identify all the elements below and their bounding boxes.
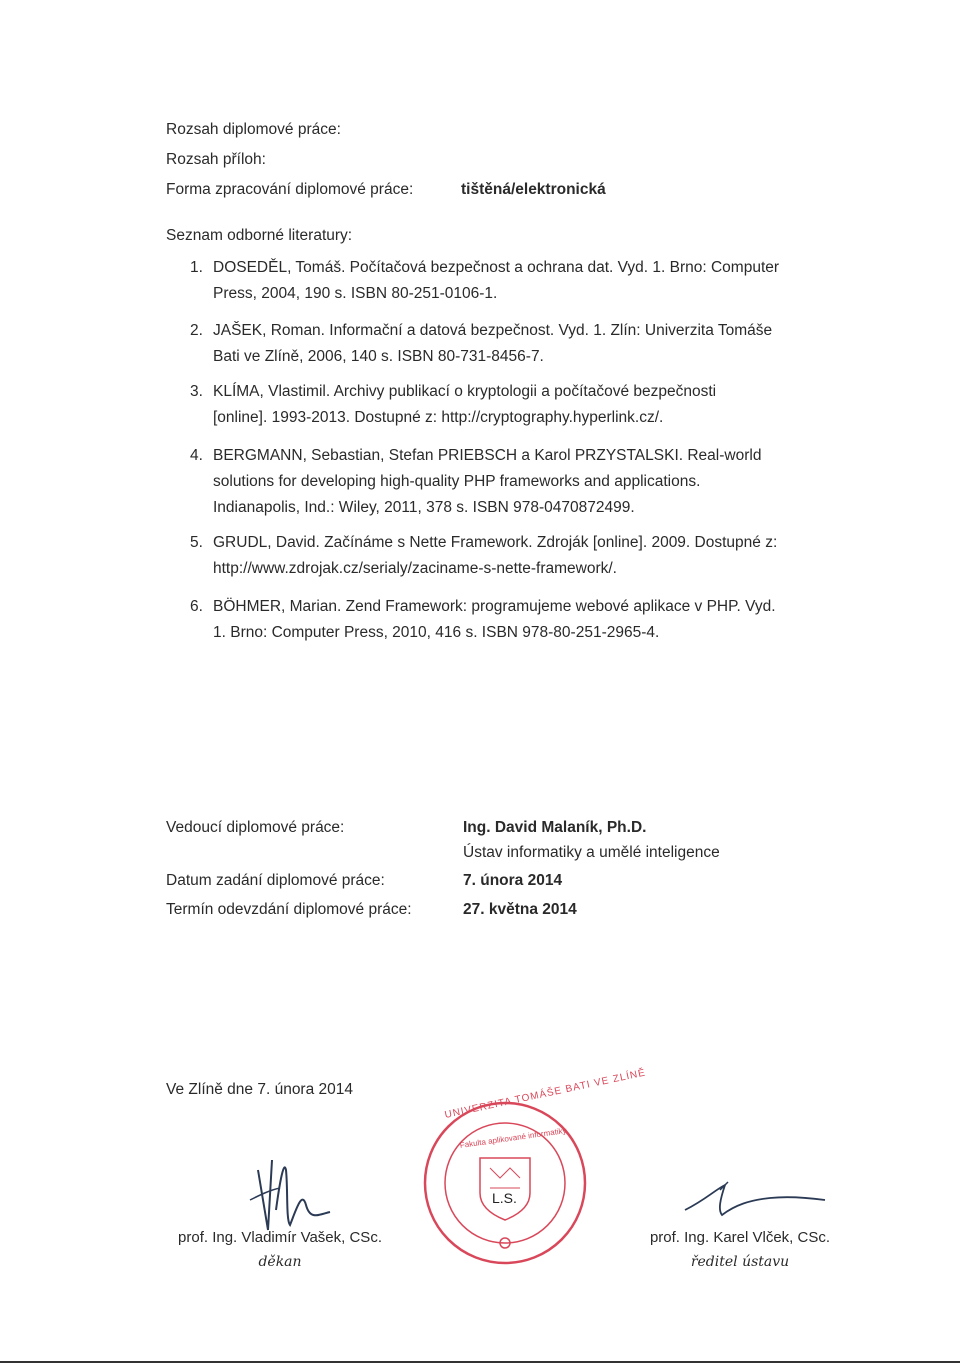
stamp-ring-text: UNIVERZITA TOMÁŠE BATI VE ZLÍNĚ	[443, 1067, 647, 1121]
form-value: tištěná/elektronická	[461, 181, 606, 198]
reference-line: KLÍMA, Vlastimil. Archivy publikací o kryptologii a počítačové bezpečnosti	[213, 383, 717, 400]
reference-line: http://www.zdrojak.cz/serialy/zaciname-s-nette-framework/.	[213, 560, 617, 577]
reference-item	[190, 594, 870, 646]
reference-line: JAŠEK, Roman. Informační a datová bezpečnost. Vyd. 1. Zlín: Univerzita Tomáše	[213, 322, 773, 339]
assigned-label: Datum zadání diplomové práce:	[166, 872, 385, 889]
stamp-text-layer	[420, 1067, 647, 1268]
literature-heading: Seznam odborné literatury:	[166, 227, 353, 244]
reference-item	[190, 379, 870, 431]
reference-item	[190, 530, 870, 582]
reference-line: Bati ve Zlíně, 2006, 140 s. ISBN 80-731-8456-7.	[213, 348, 544, 365]
supervisor-institute: Ústav informatiky a umělé inteligence	[463, 844, 720, 861]
reference-line: BÖHMER, Marian. Zend Framework: programujeme webové aplikace v PHP. Vyd.	[213, 598, 776, 615]
form-label: Forma zpracování diplomové práce:	[166, 181, 414, 198]
reference-number: 3.	[190, 383, 203, 400]
dean-signature	[240, 1150, 340, 1240]
reference-line: [online]. 1993-2013. Dostupné z: http://cryptography.hyperlink.cz/.	[213, 409, 664, 426]
reference-line: Indianapolis, Ind.: Wiley, 2011, 378 s. ISBN 978-0470872499.	[213, 499, 635, 516]
reference-item	[190, 318, 870, 370]
reference-number: 5.	[190, 534, 203, 551]
director-role: ředitel ústavu	[690, 1254, 790, 1270]
reference-line: GRUDL, David. Začínáme s Nette Framework. Zdroják [online]. 2009. Dostupné z:	[213, 534, 778, 551]
supervisor-name: Ing. David Malaník, Ph.D.	[463, 819, 647, 836]
reference-item	[190, 443, 870, 521]
reference-line: BERGMANN, Sebastian, Stefan PRIEBSCH a Karol PRZYSTALSKI. Real-world	[213, 447, 762, 464]
reference-line: 1. Brno: Computer Press, 2010, 416 s. ISBN 978-80-251-2965-4.	[213, 624, 660, 641]
appendix-label: Rozsah příloh:	[166, 151, 266, 168]
supervisor-label: Vedoucí diplomové práce:	[166, 819, 345, 836]
stamp-center-text: L.S.	[492, 1190, 517, 1206]
deadline-value: 27. května 2014	[463, 901, 577, 918]
director-signature	[680, 1170, 830, 1230]
director-name: prof. Ing. Karel Vlček, CSc.	[649, 1229, 831, 1246]
reference-line: Press, 2004, 190 s. ISBN 80-251-0106-1.	[213, 285, 498, 302]
reference-number: 4.	[190, 447, 203, 464]
place-date: Ve Zlíně dne 7. února 2014	[166, 1081, 354, 1098]
deadline-label: Termín odevzdání diplomové práce:	[166, 901, 412, 918]
dean-role: děkan	[258, 1254, 302, 1270]
assigned-value: 7. února 2014	[463, 872, 563, 889]
reference-item	[190, 255, 870, 307]
reference-line: DOSEDĚL, Tomáš. Počítačová bezpečnost a ochrana dat. Vyd. 1. Brno: Computer	[213, 259, 780, 276]
reference-number: 2.	[190, 322, 203, 339]
reference-number: 1.	[190, 259, 203, 276]
reference-line: solutions for developing high-quality PHP frameworks and applications.	[213, 473, 701, 490]
reference-number: 6.	[190, 598, 203, 615]
dean-name: prof. Ing. Vladimír Vašek, CSc.	[178, 1229, 382, 1246]
stamp-inner-text: Fakulta aplikované informatiky	[459, 1126, 568, 1150]
scope-label: Rozsah diplomové práce:	[166, 121, 341, 138]
page-bottom-rule	[0, 1361, 960, 1363]
